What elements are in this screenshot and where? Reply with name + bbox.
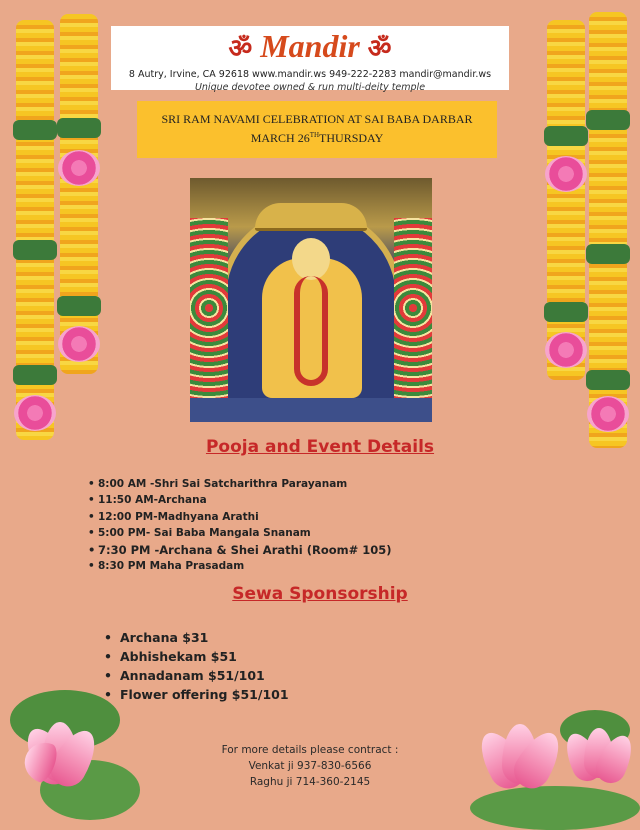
list-item: • 12:00 PM-Madhyana Arathi bbox=[88, 510, 259, 523]
sewa-section-title: Sewa Sponsorship bbox=[232, 584, 408, 604]
tagline: Unique devotee owned & run multi-deity temple bbox=[194, 82, 426, 93]
list-item: • Abhishekam $51 bbox=[104, 649, 237, 664]
list-item: • 11:50 AM-Archana bbox=[88, 494, 207, 507]
lotus-decoration-right bbox=[450, 710, 640, 830]
event-banner bbox=[137, 101, 497, 158]
contact-address: 8 Autry, Irvine, CA 92618 www.mandir.ws 949-222-2283 mandir@mandir.ws bbox=[128, 69, 492, 80]
contact-raghu: Raghu ji 714-360-2145 bbox=[249, 776, 371, 788]
marigold-garland-left-outer bbox=[16, 20, 54, 440]
list-item: • 5:00 PM- Sai Baba Mangala Snanam bbox=[88, 527, 311, 540]
list-item: • Archana $31 bbox=[104, 630, 209, 645]
marigold-garland-right-outer bbox=[589, 12, 627, 448]
event-title: SRI RAM NAVAMI CELEBRATION AT SAI BABA DARBAR bbox=[161, 112, 473, 126]
om-symbol-left: ॐ bbox=[228, 34, 253, 63]
pooja-section-title: Pooja and Event Details bbox=[205, 437, 435, 457]
marigold-garland-right-inner bbox=[547, 20, 585, 380]
contact-venkat: Venkat ji 937-830-6566 bbox=[248, 760, 372, 772]
mandir-header bbox=[111, 26, 509, 93]
marigold-garland-left-inner bbox=[60, 14, 98, 374]
rose-garland bbox=[294, 276, 328, 386]
golden-canopy bbox=[255, 203, 367, 231]
list-item: • 8:30 PM Maha Prasadam bbox=[88, 560, 245, 573]
mandir-logo bbox=[111, 28, 509, 67]
event-date: MARCH 26THTHURSDAY bbox=[250, 131, 384, 145]
list-item: • Annadanam $51/101 bbox=[104, 668, 265, 683]
list-item: • Flower offering $51/101 bbox=[104, 687, 289, 702]
lotus-decoration-left bbox=[0, 690, 160, 830]
deity-head bbox=[292, 238, 330, 280]
om-symbol-right: ॐ bbox=[367, 34, 392, 63]
sai-baba-photo bbox=[190, 178, 432, 422]
list-item: • 7:30 PM -Archana & Shei Arathi (Room# 105) bbox=[88, 542, 392, 557]
brand-name: Mandir bbox=[260, 28, 360, 64]
pooja-event-list bbox=[88, 476, 392, 574]
contact-info bbox=[190, 742, 430, 790]
shrine-base bbox=[190, 398, 432, 422]
flower-decoration-left bbox=[190, 218, 228, 398]
contact-intro: For more details please contract : bbox=[221, 744, 399, 756]
list-item: • 8:00 AM -Shri Sai Satcharithra Parayanam bbox=[88, 478, 348, 490]
flower-decoration-right bbox=[394, 218, 432, 398]
